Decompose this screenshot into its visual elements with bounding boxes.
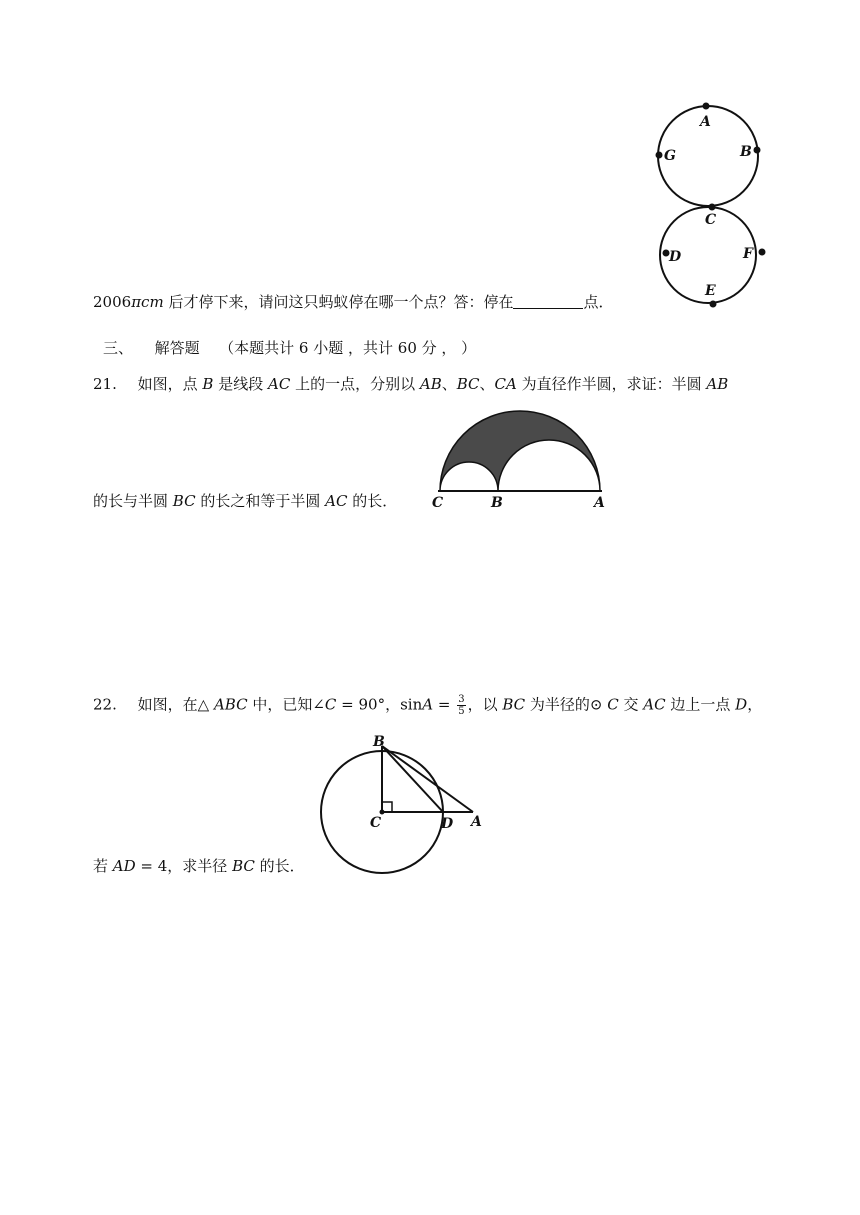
q22-var: BC [232,857,255,875]
label-b: B [373,734,385,750]
q21-text: 上的一点，分别以 [290,375,420,393]
q22-var: BC [502,695,526,714]
q22-var: C [607,695,619,714]
q21-text: 的长． [347,492,398,510]
point-c-dot [709,204,716,211]
q22-text: = 4，求半径 [135,857,233,875]
q22-text: = [433,695,456,714]
label-b: B [491,495,503,511]
q22-figure [315,730,495,875]
q21-figure [428,404,613,512]
q21-var: AB [419,375,442,393]
point-a-dot [703,103,710,110]
q21-text: 如图，点 [137,375,203,393]
q22-text: 交 [618,695,644,714]
q22-var: AD [112,857,136,875]
q22-text: 中，已知∠ [247,695,325,714]
shaded-region [440,411,600,491]
q21-var: AC [325,492,348,510]
q21-text: 、 [479,375,495,393]
q22-text: 为半径的⊙ [525,695,608,714]
q22-text: = 90°，sin [336,695,423,714]
q20-text [93,292,613,312]
label-a: A [594,495,605,511]
q22-var: D [735,695,748,714]
fraction [457,694,465,717]
label-a: A [471,814,482,830]
q22-var: C [324,695,337,714]
q21-var: BC [172,492,196,510]
q22-text: 如图，在△ [137,695,214,714]
q21-var: BC [456,375,480,393]
q21-var: AC [268,375,291,393]
label-a: A [700,114,711,130]
q21-text: 为直径作半圆，求证：半圆 [516,375,707,393]
section-title: 解答题 [154,339,200,357]
q21-text: 是线段 [213,375,268,393]
fraction-denominator: 5 [458,706,465,717]
section-number: 三、 [103,339,134,357]
q22-text: ，以 [467,695,503,714]
label-c: C [370,815,382,831]
fraction-numerator: 3 [458,694,465,705]
q22-var: AC [643,695,666,714]
q21-line2 [93,491,397,511]
q20-pi: π [131,293,142,311]
center-dot [380,810,385,815]
q20-number-prefix: 2006 [93,293,132,311]
label-e: E [705,283,716,299]
segment-ba [382,746,473,812]
q20-end-text: 点． [583,293,614,311]
q21-var: AB [706,375,729,393]
q22-text: 若 [93,857,113,875]
point-e-dot [710,301,717,308]
q22-var: A [422,695,434,714]
section-heading [103,338,476,358]
label-f: F [743,246,753,262]
point-f-dot [759,249,766,256]
section-note: （本题共计 6 小题 ，共计 60 分 ， ） [219,339,477,357]
q22-text: ， [747,695,763,714]
q21-number: 21. [93,375,117,393]
q22-var: ABC [213,695,248,714]
q20-unit: cm [141,293,164,311]
q20-main-text: 后才停下来，请问这只蚂蚁停在哪一个点？答：停在 [163,293,514,311]
q21-line1 [93,374,728,394]
label-c: C [705,212,717,228]
label-b: B [740,144,752,160]
q21-var: CA [494,375,517,393]
q22-text: 的长． [254,857,305,875]
label-d: D [441,816,454,832]
q21-text: 的长与半圆 [93,492,173,510]
label-c: C [432,495,444,511]
label-d: D [669,249,682,265]
q22-line2 [93,856,305,876]
point-g-dot [656,152,663,159]
q22-number: 22. [93,695,117,714]
q20-figure [650,98,775,316]
q22-text: 边上一点 [665,695,736,714]
point-b-dot [754,147,761,154]
q21-text: 、 [441,375,457,393]
q21-var: B [202,375,214,393]
label-g: G [664,148,676,164]
q21-text: 的长之和等于半圆 [195,492,326,510]
q22-line1 [93,694,762,717]
answer-blank[interactable] [513,294,583,309]
